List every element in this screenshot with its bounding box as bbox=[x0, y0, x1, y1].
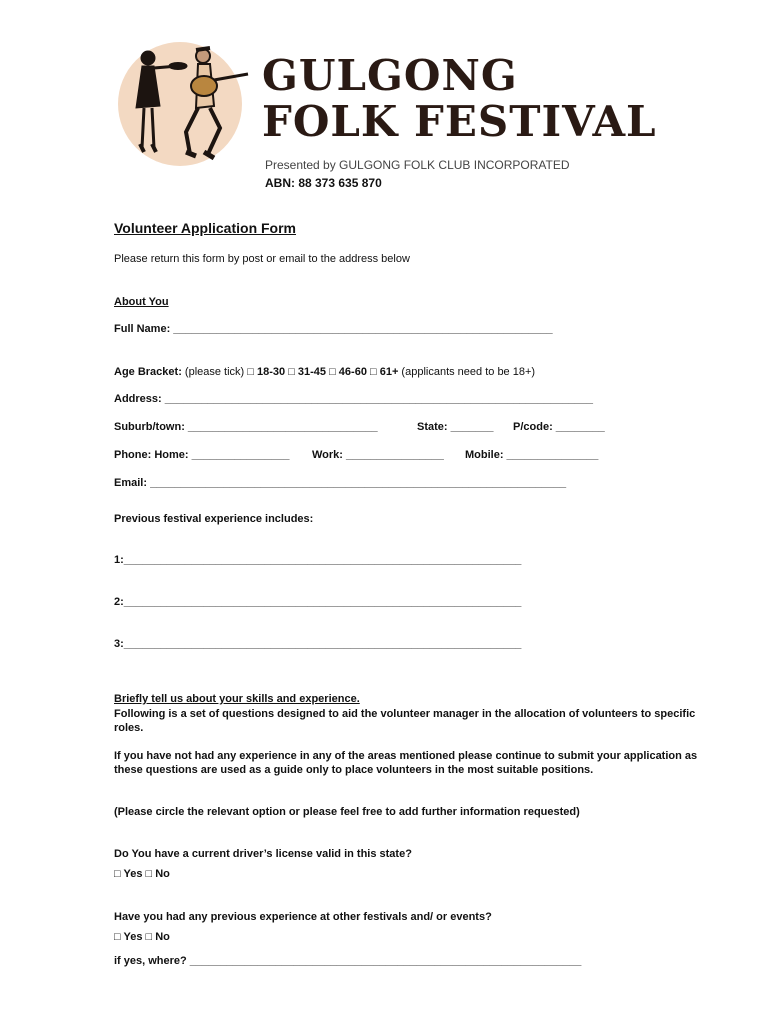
skills-paragraph-3: (Please circle the relevant option or please feel free to add further information requested) bbox=[114, 806, 580, 818]
age-tick-note: (please tick) bbox=[181, 366, 248, 378]
license-yes-no-options[interactable]: □ Yes □ No bbox=[114, 868, 170, 880]
age-applicants-note: (applicants need to be 18+) bbox=[398, 366, 536, 378]
experience-line-3[interactable]: 3:_________________________________________________________________ bbox=[114, 638, 522, 650]
about-you-heading: About You bbox=[114, 296, 169, 308]
postcode-field[interactable]: P/code: ________ bbox=[513, 421, 605, 433]
festivals-question: Have you had any previous experience at other festivals and/ or events? bbox=[114, 911, 492, 923]
skills-paragraph-2: If you have not had any experience in any of the areas mentioned please continue to submit your application as these questions are used as a guide only to place volunteers in the most suitable positions. bbox=[114, 750, 698, 776]
festival-logo-dancers bbox=[108, 36, 258, 176]
email-field[interactable]: Email: ____________________________________________________________________ bbox=[114, 477, 567, 489]
presented-by-text: Presented by GULGONG FOLK CLUB INCORPORATED bbox=[265, 158, 570, 172]
age-46-60-checkbox[interactable]: □ bbox=[329, 366, 336, 378]
age-bracket-row bbox=[114, 365, 535, 379]
age-bracket-label: Age Bracket: bbox=[114, 366, 182, 378]
skills-heading: Briefly tell us about your skills and experience. bbox=[114, 693, 360, 705]
license-question: Do You have a current driver’s license valid in this state? bbox=[114, 848, 412, 860]
phone-home-field[interactable]: Phone: Home: ________________ bbox=[114, 449, 290, 461]
age-31-45-checkbox[interactable]: □ bbox=[288, 366, 295, 378]
brand-line2: FOLK FESTIVAL bbox=[262, 97, 657, 146]
skills-paragraph-1: Following is a set of questions designed to aid the volunteer manager in the allocation of volunteers to specific roles. bbox=[114, 708, 696, 734]
abn-text: ABN: 88 373 635 870 bbox=[265, 176, 382, 190]
phone-work-field[interactable]: Work: ________________ bbox=[312, 449, 444, 461]
form-intro: Please return this form by post or email to the address below bbox=[114, 253, 410, 265]
full-name-field[interactable]: Full Name: ______________________________________________________________ bbox=[114, 323, 553, 335]
age-18-30-label: 18-30 bbox=[253, 366, 289, 378]
age-31-45-label: 31-45 bbox=[294, 366, 330, 378]
form-title: Volunteer Application Form bbox=[114, 220, 297, 236]
brand-line1: GULGONG bbox=[262, 51, 518, 100]
suburb-field[interactable]: Suburb/town: _______________________________ bbox=[114, 421, 378, 433]
previous-experience-label: Previous festival experience includes: bbox=[114, 513, 314, 525]
age-18-30-checkbox[interactable]: □ bbox=[247, 366, 254, 378]
state-field[interactable]: State: _______ bbox=[417, 421, 494, 433]
age-61-plus-label: 61+ bbox=[376, 366, 399, 378]
phone-mobile-field[interactable]: Mobile: _______________ bbox=[465, 449, 599, 461]
experience-line-2[interactable]: 2:_________________________________________________________________ bbox=[114, 596, 522, 608]
experience-line-1[interactable]: 1:_________________________________________________________________ bbox=[114, 554, 522, 566]
dancers-illustration bbox=[108, 36, 258, 176]
if-yes-where-field[interactable]: if yes, where? ________________________________________________________________ bbox=[114, 955, 582, 967]
festival-brand-title bbox=[262, 51, 657, 146]
age-46-60-label: 46-60 bbox=[335, 366, 370, 378]
age-61-plus-checkbox[interactable]: □ bbox=[370, 366, 377, 378]
festivals-yes-no-options[interactable]: □ Yes □ No bbox=[114, 931, 170, 943]
address-field[interactable]: Address: ______________________________________________________________________ bbox=[114, 393, 593, 405]
